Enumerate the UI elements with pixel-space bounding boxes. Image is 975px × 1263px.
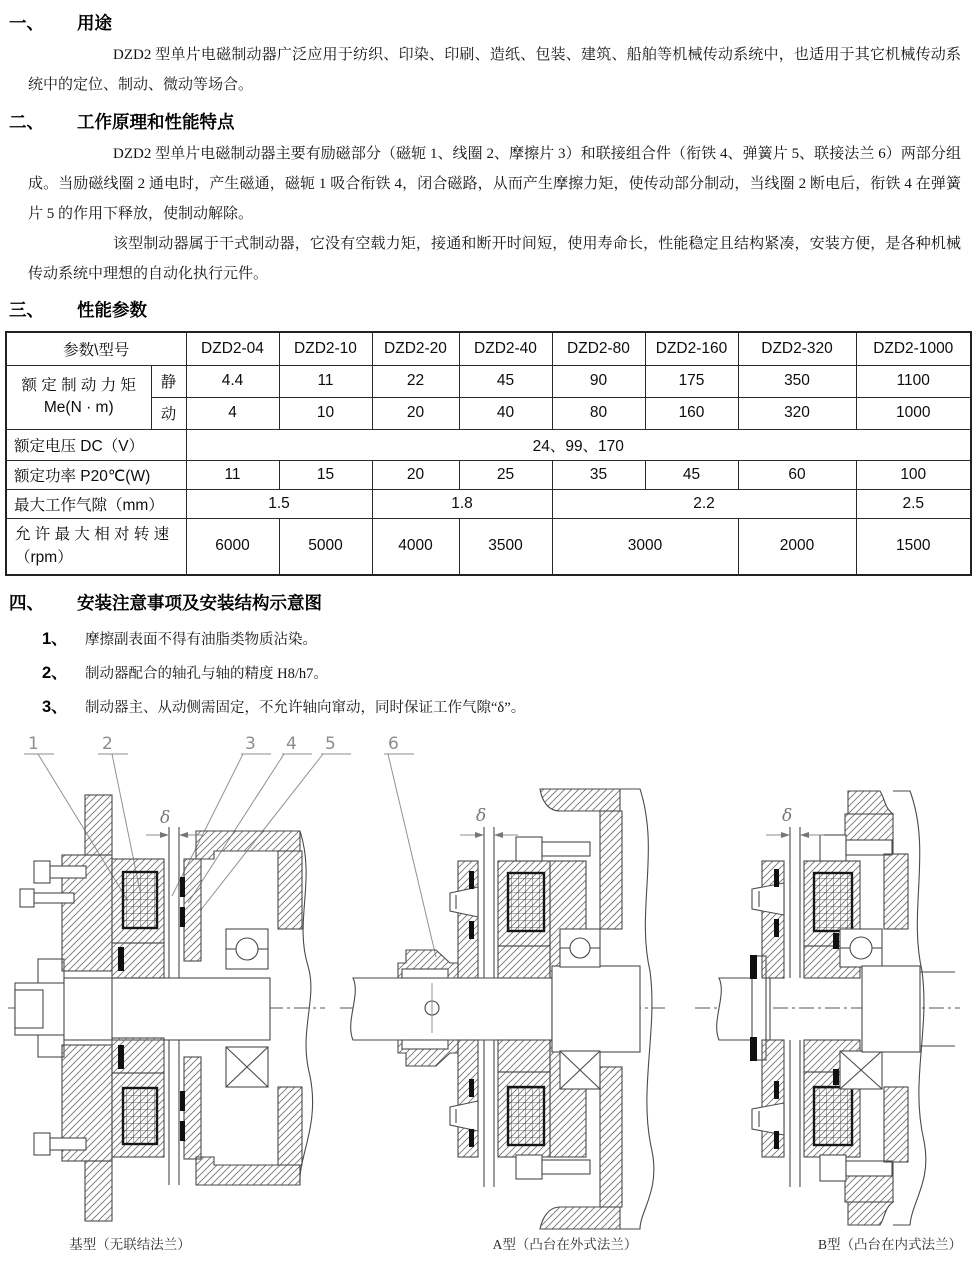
diagram-a-type	[340, 789, 665, 1229]
coil-section	[814, 873, 852, 931]
torque-label-line1: 额 定 制 动 力 矩	[21, 376, 137, 394]
coil-section	[508, 873, 544, 931]
table-cell: 4.4	[186, 365, 279, 397]
corner-header: 参数\型号	[6, 332, 186, 365]
table-cell: 2.5	[856, 489, 971, 518]
callout-6: 6	[388, 734, 399, 754]
table-cell: 2000	[738, 518, 856, 575]
model-header: DZD2-80	[552, 332, 645, 365]
callout-1: 1	[28, 734, 39, 754]
section-1-title: 用途	[77, 13, 112, 33]
coil-section	[814, 1087, 852, 1145]
section-2-paragraph-2: 该型制动器属于干式制动器，它没有空载力矩，接通和断开时间短，使用寿命长，性能稳定且结构紧凑，安装方便，是各种机械传动系统中理想的自动化执行元件。	[28, 236, 961, 282]
model-header: DZD2-10	[279, 332, 372, 365]
table-cell: 100	[856, 460, 971, 489]
table-cell: 5000	[279, 518, 372, 575]
table-cell: 40	[459, 397, 552, 429]
table-cell: 320	[738, 397, 856, 429]
speed-row-label	[6, 518, 186, 575]
callout-4: 4	[286, 734, 297, 754]
note-text: 制动器主、从动侧需固定，不允许轴向窜动，同时保证工作气隙“δ”。	[85, 700, 526, 716]
table-cell: 1500	[856, 518, 971, 575]
coil-section	[508, 1087, 544, 1145]
section-2-paragraph-1: DZD2 型单片电磁制动器主要有励磁部分（磁轭 1、线圈 2、摩擦片 3）和联接组合件（衔铁 4、弹簧片 5、联接法兰 6）两部分组成。当励磁线圈 2 通电时，产生磁通，磁轭 1 吸合衔铁 4，闭合磁路，从而产生摩擦力矩，使传动部分制动，当线圈 2 断电后，衔铁 4 在弹簧片 5 的作用下释放，使制动解除。	[28, 146, 961, 222]
caption-a-type: A型（凸台在外式法兰）	[492, 1237, 638, 1252]
table-cell: 1.8	[372, 489, 552, 518]
note-number: 1、	[42, 630, 68, 648]
torque-label-line2: Me(N · m)	[43, 399, 114, 416]
section-3-heading	[0, 297, 975, 322]
table-cell: 4000	[372, 518, 459, 575]
section-2-title: 工作原理和性能特点	[77, 112, 235, 132]
table-cell: 45	[645, 460, 738, 489]
section-1-number: 一、	[9, 13, 44, 33]
delta-symbol: δ	[476, 806, 487, 826]
torque-row-label	[6, 365, 151, 429]
caption-base-type: 基型（无联结法兰）	[69, 1237, 191, 1252]
table-cell: 4	[186, 397, 279, 429]
table-cell: 2.2	[552, 489, 856, 518]
table-cell: 11	[279, 365, 372, 397]
table-cell: 3000	[552, 518, 738, 575]
delta-symbol: δ	[782, 806, 793, 826]
callout-3: 3	[245, 734, 256, 754]
table-cell: 45	[459, 365, 552, 397]
model-header: DZD2-1000	[856, 332, 971, 365]
section-2-number: 二、	[9, 112, 44, 132]
diagram-b-type	[695, 791, 960, 1225]
table-cell: 11	[186, 460, 279, 489]
caption-b-type: B型（凸台在内式法兰）	[817, 1237, 963, 1252]
power-row-label: 额定功率 P20℃(W)	[6, 460, 186, 489]
note-item-2	[42, 659, 975, 683]
table-cell: 175	[645, 365, 738, 397]
table-cell: 160	[645, 397, 738, 429]
dynamic-sublabel: 动	[151, 397, 186, 429]
model-header: DZD2-40	[459, 332, 552, 365]
table-cell: 25	[459, 460, 552, 489]
table-cell: 60	[738, 460, 856, 489]
gap-row-label: 最大工作气隙（mm）	[6, 489, 186, 518]
installation-diagrams	[0, 731, 975, 1261]
note-text: 制动器配合的轴孔与轴的精度 H8/h7。	[85, 666, 328, 682]
speed-label-line1: 允 许 最 大 相 对 转 速	[15, 526, 170, 543]
table-cell: 20	[372, 397, 459, 429]
table-cell: 1100	[856, 365, 971, 397]
table-cell: 90	[552, 365, 645, 397]
section-4-number: 四、	[9, 593, 44, 613]
table-cell: 350	[738, 365, 856, 397]
table-cell: 3500	[459, 518, 552, 575]
note-text: 摩擦副表面不得有油脂类物质沾染。	[85, 632, 317, 648]
diagram-base-type	[8, 795, 325, 1221]
callout-5: 5	[325, 734, 336, 754]
table-cell: 1.5	[186, 489, 372, 518]
table-cell: 1000	[856, 397, 971, 429]
section-3-number: 三、	[9, 300, 44, 320]
table-cell: 6000	[186, 518, 279, 575]
static-sublabel: 静	[151, 365, 186, 397]
callout-2: 2	[102, 734, 113, 754]
section-1-heading	[0, 10, 975, 35]
coil-section	[123, 872, 157, 928]
note-number: 2、	[42, 664, 68, 682]
table-cell: 35	[552, 460, 645, 489]
model-header: DZD2-160	[645, 332, 738, 365]
section-2-heading	[0, 109, 975, 134]
table-cell: 20	[372, 460, 459, 489]
note-item-1	[42, 625, 975, 649]
table-cell: 15	[279, 460, 372, 489]
section-1-paragraph: DZD2 型单片电磁制动器广泛应用于纺织、印染、印刷、造纸、包装、建筑、船舶等机械传动系统中，也适用于其它机械传动系统中的定位、制动、微动等场合。	[28, 47, 961, 93]
parameters-table	[5, 331, 972, 576]
table-cell: 80	[552, 397, 645, 429]
speed-label-line2: （rpm）	[15, 549, 73, 567]
model-header: DZD2-320	[738, 332, 856, 365]
model-header: DZD2-20	[372, 332, 459, 365]
voltage-value: 24、99、170	[186, 429, 971, 460]
note-item-3	[42, 693, 975, 717]
delta-symbol: δ	[160, 808, 171, 828]
coil-section	[123, 1088, 157, 1144]
section-4-heading	[0, 590, 975, 615]
model-header: DZD2-04	[186, 332, 279, 365]
table-cell: 10	[279, 397, 372, 429]
section-4-title: 安装注意事项及安装结构示意图	[77, 593, 322, 613]
note-number: 3、	[42, 698, 68, 716]
voltage-row-label: 额定电压 DC（V）	[6, 429, 186, 460]
section-3-title: 性能参数	[77, 300, 147, 320]
table-cell: 22	[372, 365, 459, 397]
